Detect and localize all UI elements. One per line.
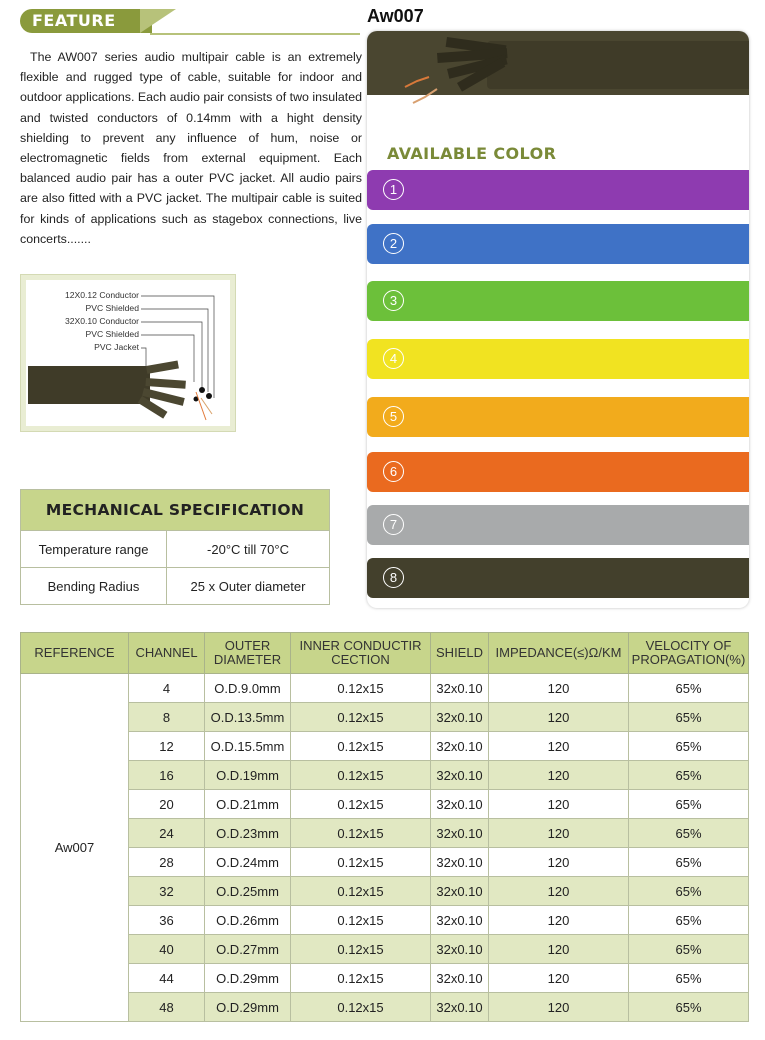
channel-cell: 4 (129, 674, 205, 703)
header-inner-conductor: INNER CONDUCTIR CECTION (291, 633, 431, 674)
velocity-cell: 65% (629, 761, 749, 790)
channel-cell: 16 (129, 761, 205, 790)
outer-diameter-cell: O.D.13.5mm (205, 703, 291, 732)
color-swatch-2 (367, 224, 749, 264)
diagram-label-shield-1: PVC Shielded (85, 303, 139, 313)
color-swatch-number: 7 (383, 514, 404, 535)
outer-diameter-cell: O.D.19mm (205, 761, 291, 790)
channel-cell: 36 (129, 906, 205, 935)
shield-cell: 32x0.10 (431, 964, 489, 993)
diagram-label-conductor-2: 32X0.10 Conductor (64, 316, 139, 326)
outer-diameter-cell: O.D.29mm (205, 993, 291, 1022)
table-row (21, 732, 749, 761)
table-row (21, 674, 749, 703)
velocity-cell: 65% (629, 993, 749, 1022)
inner-conductor-cell: 0.12x15 (291, 674, 431, 703)
color-panel (367, 31, 749, 608)
impedance-cell: 120 (489, 790, 629, 819)
shield-cell: 32x0.10 (431, 703, 489, 732)
velocity-cell: 65% (629, 674, 749, 703)
color-swatch-number: 4 (383, 348, 404, 369)
mechanical-spec-row (21, 568, 330, 605)
table-row (21, 935, 749, 964)
inner-conductor-cell: 0.12x15 (291, 906, 431, 935)
inner-conductor-cell: 0.12x15 (291, 964, 431, 993)
mechanical-spec-table (20, 489, 330, 605)
table-row (21, 703, 749, 732)
color-swatch-5 (367, 397, 749, 437)
inner-conductor-cell: 0.12x15 (291, 877, 431, 906)
color-swatch-number: 1 (383, 179, 404, 200)
velocity-cell: 65% (629, 819, 749, 848)
cable-diagram (20, 274, 236, 432)
table-row (21, 906, 749, 935)
outer-diameter-cell: O.D.9.0mm (205, 674, 291, 703)
feature-description: The AW007 series audio multipair cable is an extremely flexible and rugged type of cable, suitable for indoor and outdoor applications. Each audio pair consists of two insulated and twisted conductors of 0.14mm with a hight density shielding to prevent any influence of hum, noise or electromagnetic fields from external equipment. Each balanced audio pair has a outer PVC jacket. All audio pairs are also fitted with a PVC jacket. The multipair cable is suited for kinds of applications such as stagebox connections, live concerts....... (20, 50, 362, 246)
impedance-cell: 120 (489, 761, 629, 790)
shield-cell: 32x0.10 (431, 761, 489, 790)
table-row (21, 790, 749, 819)
impedance-cell: 120 (489, 935, 629, 964)
velocity-cell: 65% (629, 848, 749, 877)
color-swatch-3 (367, 281, 749, 321)
color-swatch-8 (367, 558, 749, 598)
cable-photo-ends (387, 31, 517, 121)
channel-cell: 28 (129, 848, 205, 877)
mechanical-spec-name: Temperature range (21, 531, 167, 568)
outer-diameter-cell: O.D.23mm (205, 819, 291, 848)
header-outer-diameter: OUTER DIAMETER (205, 633, 291, 674)
color-swatch-6 (367, 452, 749, 492)
cable-photo-jacket (487, 41, 749, 89)
impedance-cell: 120 (489, 703, 629, 732)
header-reference: REFERENCE (21, 633, 129, 674)
diagram-label-shield-2: PVC Shielded (85, 329, 139, 339)
header-velocity: VELOCITY OF PROPAGATION(%) (629, 633, 749, 674)
mechanical-spec-name: Bending Radius (21, 568, 167, 605)
table-row (21, 993, 749, 1022)
velocity-cell: 65% (629, 906, 749, 935)
color-swatch-number: 5 (383, 406, 404, 427)
reference-table-body (21, 674, 749, 1022)
shield-cell: 32x0.10 (431, 790, 489, 819)
channel-cell: 32 (129, 877, 205, 906)
shield-cell: 32x0.10 (431, 877, 489, 906)
reference-table-header (21, 633, 749, 674)
channel-cell: 48 (129, 993, 205, 1022)
mechanical-spec-value: -20°C till 70°C (167, 531, 330, 568)
shield-cell: 32x0.10 (431, 935, 489, 964)
impedance-cell: 120 (489, 732, 629, 761)
impedance-cell: 120 (489, 674, 629, 703)
outer-diameter-cell: O.D.25mm (205, 877, 291, 906)
header-shield: SHIELD (431, 633, 489, 674)
shield-cell: 32x0.10 (431, 732, 489, 761)
color-swatch-4 (367, 339, 749, 379)
table-row (21, 877, 749, 906)
color-swatch-7 (367, 505, 749, 545)
outer-diameter-cell: O.D.29mm (205, 964, 291, 993)
impedance-cell: 120 (489, 906, 629, 935)
inner-conductor-cell: 0.12x15 (291, 848, 431, 877)
impedance-cell: 120 (489, 964, 629, 993)
shield-cell: 32x0.10 (431, 848, 489, 877)
outer-diameter-cell: O.D.15.5mm (205, 732, 291, 761)
impedance-cell: 120 (489, 848, 629, 877)
outer-diameter-cell: O.D.24mm (205, 848, 291, 877)
color-swatch-1 (367, 170, 749, 210)
table-row (21, 761, 749, 790)
mechanical-spec-title: MECHANICAL SPECIFICATION (21, 490, 330, 531)
velocity-cell: 65% (629, 877, 749, 906)
velocity-cell: 65% (629, 935, 749, 964)
impedance-cell: 120 (489, 877, 629, 906)
inner-conductor-cell: 0.12x15 (291, 993, 431, 1022)
diagram-label-conductor-1: 12X0.12 Conductor (64, 290, 139, 300)
diagram-label-jacket: PVC Jacket (94, 342, 139, 352)
table-row (21, 964, 749, 993)
channel-cell: 24 (129, 819, 205, 848)
header-impedance: IMPEDANCE(≤)Ω/KM (489, 633, 629, 674)
cable-diagram-drawing (26, 280, 230, 426)
outer-diameter-cell: O.D.27mm (205, 935, 291, 964)
shield-cell: 32x0.10 (431, 906, 489, 935)
channel-cell: 20 (129, 790, 205, 819)
impedance-cell: 120 (489, 993, 629, 1022)
outer-diameter-cell: O.D.26mm (205, 906, 291, 935)
mechanical-spec-value: 25 x Outer diameter (167, 568, 330, 605)
color-swatch-number: 6 (383, 461, 404, 482)
table-row (21, 848, 749, 877)
shield-cell: 32x0.10 (431, 674, 489, 703)
feature-banner-wedge (140, 9, 176, 33)
outer-diameter-cell: O.D.21mm (205, 790, 291, 819)
shield-cell: 32x0.10 (431, 993, 489, 1022)
velocity-cell: 65% (629, 964, 749, 993)
channel-cell: 12 (129, 732, 205, 761)
impedance-cell: 120 (489, 819, 629, 848)
inner-conductor-cell: 0.12x15 (291, 935, 431, 964)
mechanical-spec-row (21, 531, 330, 568)
channel-cell: 44 (129, 964, 205, 993)
header-channel: CHANNEL (129, 633, 205, 674)
channel-cell: 8 (129, 703, 205, 732)
color-swatch-number: 8 (383, 567, 404, 588)
reference-table (20, 632, 749, 1022)
color-swatch-number: 2 (383, 233, 404, 254)
shield-cell: 32x0.10 (431, 819, 489, 848)
color-swatch-number: 3 (383, 290, 404, 311)
feature-title: FEATURE (32, 11, 116, 30)
cable-diagram-inner (26, 280, 230, 426)
inner-conductor-cell: 0.12x15 (291, 703, 431, 732)
model-title: Aw007 (367, 6, 424, 26)
inner-conductor-cell: 0.12x15 (291, 732, 431, 761)
velocity-cell: 65% (629, 732, 749, 761)
feature-underline (150, 33, 360, 35)
reference-cell: Aw007 (21, 674, 129, 1022)
inner-conductor-cell: 0.12x15 (291, 790, 431, 819)
table-row (21, 819, 749, 848)
velocity-cell: 65% (629, 790, 749, 819)
inner-conductor-cell: 0.12x15 (291, 761, 431, 790)
channel-cell: 40 (129, 935, 205, 964)
velocity-cell: 65% (629, 703, 749, 732)
available-color-title: AVAILABLE COLOR (387, 144, 557, 163)
inner-conductor-cell: 0.12x15 (291, 819, 431, 848)
feature-banner (20, 9, 178, 35)
